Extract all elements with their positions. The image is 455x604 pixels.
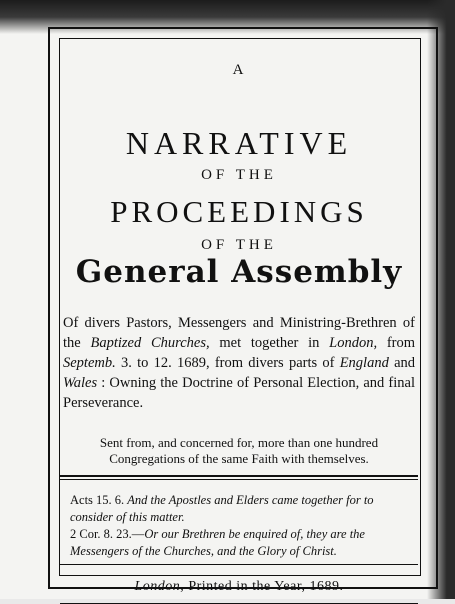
title-article: A xyxy=(232,62,246,78)
desc-italic-london: London, xyxy=(329,335,378,351)
title-proceedings: PROCEEDINGS xyxy=(110,194,368,229)
desc-part-2: met together in xyxy=(209,335,330,351)
title-of-the-1: OF THE xyxy=(201,167,277,183)
imprint xyxy=(60,579,418,595)
desc-part-3: from xyxy=(377,335,416,351)
desc-part-6: : Owning the Doctrine of Personal Election, and final Perseverance. xyxy=(63,375,415,411)
quote-cor-ref: 2 Cor. 8. 23.— xyxy=(70,527,145,541)
quote-acts-text: And the Apostles and Elders came together for to consider of this matter. xyxy=(70,493,374,524)
quote-cor-text: Or our Brethren be enquired of, they are the Messengers of the Churches, and the Glory of Christ. xyxy=(70,527,365,558)
title-description xyxy=(63,313,415,413)
title-general-assembly: General Assembly xyxy=(75,254,403,290)
imprint-year: Printed in the Year, 1689. xyxy=(184,579,344,594)
desc-part-5: and xyxy=(388,355,416,371)
desc-italic-england: England xyxy=(339,355,389,371)
scripture-quotations xyxy=(70,492,410,560)
sent-from-statement: Sent from, and concerned for, more than one hundred Congregations of the same Faith with themselves. xyxy=(99,435,379,466)
quote-corinthians xyxy=(70,526,410,560)
title-page-content xyxy=(60,39,418,594)
quote-acts-ref: Acts 15. 6. xyxy=(70,493,125,507)
desc-part-1: Of divers Pastors, Messengers and Ministring-Brethren of the xyxy=(63,315,415,351)
desc-italic-wales: Wales xyxy=(63,375,98,391)
divider-rule-2 xyxy=(60,564,418,565)
divider-rule-thin xyxy=(60,479,418,480)
desc-part-4: 3. to 12. 1689, from divers parts of xyxy=(115,355,340,371)
divider-rule-thick xyxy=(60,475,418,477)
title-of-the-2: OF THE xyxy=(201,237,277,253)
quote-acts xyxy=(70,492,410,526)
desc-italic-septemb: Septemb. xyxy=(63,355,116,371)
title-narrative: NARRATIVE xyxy=(125,125,353,161)
imprint-place: London, xyxy=(134,579,185,594)
desc-italic-churches: Baptized Churches, xyxy=(90,335,210,351)
